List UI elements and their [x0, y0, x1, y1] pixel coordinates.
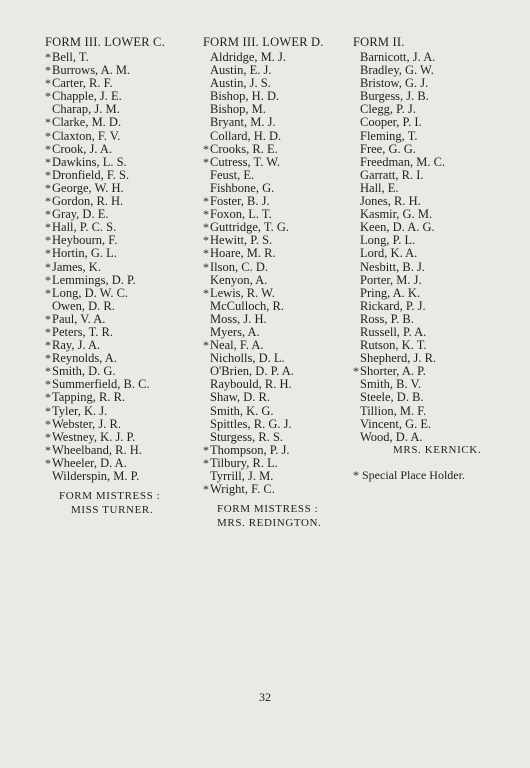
- list-item: [45, 116, 203, 129]
- special-place-marker: *: [203, 482, 209, 497]
- pupil-name: Moss, J. H.: [210, 311, 267, 326]
- pupil-name: George, W. H.: [52, 180, 124, 195]
- pupil-name: Crooks, R. E.: [210, 141, 278, 156]
- special-place-marker: [353, 313, 360, 326]
- special-place-marker: *: [45, 141, 51, 156]
- special-place-marker: [353, 116, 360, 129]
- list-item: [45, 444, 203, 457]
- pupil-name: Pring, A. K.: [360, 285, 421, 300]
- pupil-name: Cooper, P. I.: [360, 115, 422, 130]
- special-place-marker: *: [45, 285, 51, 300]
- pupil-name: Long, P. L.: [360, 233, 416, 248]
- pupil-name: Raybould, R. H.: [210, 377, 292, 392]
- list-item: [203, 130, 355, 143]
- special-place-marker: [203, 274, 210, 287]
- page-number: 32: [259, 690, 271, 704]
- pupil-name: Jones, R. H.: [360, 194, 421, 209]
- pupil-name: Foxon, L. T.: [210, 207, 272, 222]
- list-item: [203, 418, 355, 431]
- list-item: [353, 418, 523, 431]
- pupil-name: Clarke, M. D.: [52, 115, 122, 130]
- list-item: [45, 300, 203, 313]
- pupil-name: Wright, F. C.: [210, 482, 275, 497]
- list-item: [45, 247, 203, 260]
- pupil-name: Collard, H. D.: [210, 128, 282, 143]
- list-item: [353, 261, 523, 274]
- pupil-name: Bristow, G. J.: [360, 76, 429, 91]
- column-heading: FORM III. LOWER C.: [45, 35, 165, 49]
- special-place-marker: [203, 116, 210, 129]
- pupil-name: Thompson, P. J.: [210, 442, 290, 457]
- special-place-marker: [353, 77, 360, 90]
- special-place-marker: *: [45, 272, 51, 287]
- column-form-ii: [353, 34, 523, 483]
- list-item: [203, 143, 355, 156]
- pupil-name: Crook, J. A.: [52, 141, 113, 156]
- pupil-name: Wood, D. A.: [360, 429, 423, 444]
- pupil-name: Ross, P. B.: [360, 311, 414, 326]
- special-place-marker: [203, 431, 210, 444]
- pupil-name: Bishop, M.: [210, 102, 266, 117]
- special-place-marker: [203, 352, 210, 365]
- pupil-name: Wheelband, R. H.: [52, 442, 142, 457]
- pupil-name: Spittles, R. G. J.: [210, 416, 292, 431]
- pupil-name: Summerfield, B. C.: [52, 377, 150, 392]
- special-place-marker: [45, 300, 52, 313]
- special-place-marker: [203, 378, 210, 391]
- pupil-name: Smith, B. V.: [360, 377, 422, 392]
- list-item: [353, 169, 523, 182]
- pupil-name: Aldridge, M. J.: [210, 50, 287, 64]
- pupil-name: Tapping, R. R.: [52, 390, 126, 405]
- special-place-marker: *: [45, 63, 51, 78]
- pupil-name: Nicholls, D. L.: [210, 351, 285, 366]
- special-place-marker: [353, 261, 360, 274]
- list-item: [353, 313, 523, 326]
- form-mistress-name: MISS TURNER.: [71, 503, 154, 516]
- special-place-marker: *: [203, 259, 209, 274]
- special-place-marker: *: [45, 115, 51, 130]
- pupil-name: Clegg, P. J.: [360, 102, 416, 117]
- pupil-name: Keen, D. A. G.: [360, 220, 435, 235]
- special-place-marker: *: [45, 351, 51, 366]
- list-item: [45, 156, 203, 169]
- pupil-name: Webster, J. R.: [52, 416, 121, 431]
- pupil-name: Paul, V. A.: [52, 311, 106, 326]
- column-form-iii-lower-d: [203, 34, 355, 530]
- list-item: [353, 130, 523, 143]
- pupil-name: Reynolds, A.: [52, 351, 117, 366]
- special-place-marker: [203, 77, 210, 90]
- special-place-marker: [353, 339, 360, 352]
- special-place-marker: *: [45, 233, 51, 248]
- pupil-name: Freedman, M. C.: [360, 154, 446, 169]
- pupil-name: Garratt, R. I.: [360, 167, 424, 182]
- special-place-marker: *: [45, 429, 51, 444]
- list-item: [203, 300, 355, 313]
- special-place-marker: [353, 234, 360, 247]
- list-item: [45, 130, 203, 143]
- list-item: [353, 391, 523, 404]
- special-place-marker: *: [203, 194, 209, 209]
- pupil-name: Bradley, G. W.: [360, 63, 434, 78]
- pupil-name: Rickard, P. J.: [360, 298, 426, 313]
- list-item: [353, 156, 523, 169]
- list-item: [203, 431, 355, 444]
- pupil-name: Bryant, M. J.: [210, 115, 276, 130]
- pupil-name: Fleming, T.: [360, 128, 418, 143]
- special-place-marker: *: [203, 246, 209, 261]
- pupil-name: Cutress, T. W.: [210, 154, 281, 169]
- pupil-name: McCulloch, R.: [210, 298, 284, 313]
- pupil-name: Steele, D. B.: [360, 390, 424, 405]
- pupil-name: Peters, T. R.: [52, 324, 113, 339]
- list-item: [203, 274, 355, 287]
- special-place-marker: *: [45, 416, 51, 431]
- name-list: [353, 51, 523, 444]
- special-place-marker: *: [203, 220, 209, 235]
- pupil-name: Westney, K. J. P.: [52, 429, 136, 444]
- list-item: [203, 287, 355, 300]
- pupil-name: Wheeler, D. A.: [52, 455, 127, 470]
- pupil-name: Hewitt, P. S.: [210, 233, 273, 248]
- pupil-name: Wilderspin, M. P.: [52, 469, 140, 483]
- pupil-name: Guttridge, T. G.: [210, 220, 290, 235]
- special-place-marker: [353, 51, 360, 64]
- column-form-iii-lower-c: [45, 34, 203, 517]
- special-place-marker: [353, 431, 360, 444]
- pupil-name: Hortin, G. L.: [52, 246, 117, 261]
- pupil-name: Shepherd, J. R.: [360, 351, 437, 366]
- special-place-marker: [353, 405, 360, 418]
- special-place-marker: *: [45, 207, 51, 222]
- list-item: [45, 391, 203, 404]
- pupil-name: Tilbury, R. L.: [210, 455, 278, 470]
- special-place-marker: *: [45, 338, 51, 353]
- special-place-marker: [353, 391, 360, 404]
- pupil-name: Lewis, R. W.: [210, 285, 275, 300]
- list-item: [45, 313, 203, 326]
- special-place-marker: [353, 195, 360, 208]
- special-place-marker: [353, 64, 360, 77]
- pupil-name: Burrows, A. M.: [52, 63, 131, 78]
- pupil-name: Sturgess, R. S.: [210, 429, 284, 444]
- special-place-marker: [203, 418, 210, 431]
- special-place-marker: [203, 300, 210, 313]
- column-heading: FORM II.: [353, 35, 405, 49]
- special-place-marker: [353, 221, 360, 234]
- pupil-name: Hoare, M. R.: [210, 246, 276, 261]
- special-place-marker: [203, 64, 210, 77]
- pupil-name: Vincent, G. E.: [360, 416, 432, 431]
- pupil-name: Hall, P. C. S.: [52, 220, 117, 235]
- pupil-name: Heybourn, F.: [52, 233, 118, 248]
- special-place-marker: [203, 391, 210, 404]
- list-item: [203, 116, 355, 129]
- list-item: [203, 483, 355, 496]
- form-mistress-name: MRS. REDINGTON.: [217, 516, 322, 529]
- list-item: [45, 418, 203, 431]
- list-item: [203, 156, 355, 169]
- list-item: [353, 247, 523, 260]
- pupil-name: Rutson, K. T.: [360, 338, 427, 353]
- list-item: [203, 444, 355, 457]
- name-list: [203, 51, 355, 496]
- special-place-marker: [353, 378, 360, 391]
- special-place-marker: [203, 365, 210, 378]
- list-item: [353, 431, 523, 444]
- list-item: [203, 391, 355, 404]
- special-place-marker: *: [45, 50, 51, 64]
- pupil-name: Tyler, K. J.: [52, 403, 108, 418]
- pupil-name: Gordon, R. H.: [52, 194, 124, 209]
- list-item: [45, 287, 203, 300]
- special-place-marker: *: [353, 364, 359, 379]
- list-item: [203, 169, 355, 182]
- special-place-marker: [353, 208, 360, 221]
- special-place-marker: [353, 287, 360, 300]
- special-place-marker: *: [45, 167, 51, 182]
- list-item: [45, 261, 203, 274]
- list-item: [45, 274, 203, 287]
- list-item: [45, 405, 203, 418]
- special-place-marker: *: [45, 76, 51, 91]
- pupil-name: Shaw, D. R.: [210, 390, 270, 405]
- pupil-name: Fishbone, G.: [210, 180, 275, 195]
- pupil-name: Free, G. G.: [360, 141, 416, 156]
- list-item: [203, 405, 355, 418]
- pupil-name: Smith, D. G.: [52, 364, 116, 379]
- pupil-name: Smith, K. G.: [210, 403, 274, 418]
- special-place-marker: [353, 247, 360, 260]
- list-item: [353, 116, 523, 129]
- special-place-marker: [353, 169, 360, 182]
- special-place-marker: *: [203, 338, 209, 353]
- pupil-name: Hall, E.: [360, 180, 399, 195]
- pupil-name: O'Brien, D. P. A.: [210, 364, 294, 379]
- pupil-name: Dronfield, F. S.: [52, 167, 130, 182]
- special-place-marker: [45, 470, 52, 483]
- special-place-marker: [203, 51, 210, 64]
- special-place-marker: [353, 156, 360, 169]
- pupil-name: Tillion, M. F.: [360, 403, 427, 418]
- pupil-name: Neal, F. A.: [210, 338, 264, 353]
- special-place-marker: *: [45, 390, 51, 405]
- special-place-marker: *: [45, 403, 51, 418]
- special-place-marker: [203, 130, 210, 143]
- special-place-marker: *: [45, 259, 51, 274]
- pupil-name: Nesbitt, B. J.: [360, 259, 425, 274]
- pupil-name: Barnicott, J. A.: [360, 50, 436, 64]
- list-item: [45, 143, 203, 156]
- special-place-marker: [203, 169, 210, 182]
- special-place-marker: *: [45, 89, 51, 104]
- list-item: [353, 300, 523, 313]
- pupil-name: Foster, B. J.: [210, 194, 270, 209]
- special-place-marker: [353, 90, 360, 103]
- name-list: [45, 51, 203, 483]
- form-mistress-label: FORM MISTRESS :: [59, 490, 161, 503]
- special-place-marker: *: [203, 285, 209, 300]
- special-place-marker: *: [45, 154, 51, 169]
- list-item: [353, 143, 523, 156]
- column-heading: FORM III. LOWER D.: [203, 35, 324, 49]
- special-place-marker: *: [45, 311, 51, 326]
- list-item: [203, 313, 355, 326]
- pupil-name: Burgess, J. B.: [360, 89, 429, 104]
- special-place-marker: [353, 274, 360, 287]
- special-place-marker: *: [45, 377, 51, 392]
- list-item: [353, 405, 523, 418]
- pupil-name: Bishop, H. D.: [210, 89, 280, 104]
- special-place-marker: [203, 90, 210, 103]
- special-place-marker: *: [45, 364, 51, 379]
- special-place-marker: [203, 405, 210, 418]
- pupil-name: Porter, M. J.: [360, 272, 422, 287]
- pupil-name: Long, D. W. C.: [52, 285, 129, 300]
- special-place-note: * Special Place Holder.: [353, 467, 465, 482]
- pupil-name: Myers, A.: [210, 324, 260, 339]
- list-item: [45, 431, 203, 444]
- pupil-name: Chapple, J. E.: [52, 89, 122, 104]
- special-place-marker: *: [45, 128, 51, 143]
- special-place-marker: [353, 143, 360, 156]
- pupil-name: Lemmings, D. P.: [52, 272, 136, 287]
- special-place-marker: [353, 300, 360, 313]
- pupil-name: Dawkins, L. S.: [52, 154, 127, 169]
- pupil-name: Claxton, F. V.: [52, 128, 121, 143]
- list-item: [203, 247, 355, 260]
- form-mistress-label: FORM MISTRESS :: [217, 503, 319, 516]
- special-place-marker: [203, 103, 210, 116]
- form-mistress-name: MRS. KERNICK.: [393, 443, 482, 456]
- pupil-name: Ray, J. A.: [52, 338, 101, 353]
- pupil-name: Kenyon, A.: [210, 272, 268, 287]
- pupil-name: Austin, E. J.: [210, 63, 272, 78]
- pupil-name: Shorter, A. P.: [360, 364, 426, 379]
- special-place-marker: *: [203, 455, 209, 470]
- pupil-name: Ilson, C. D.: [210, 259, 268, 274]
- pupil-name: Charap, J. M.: [52, 102, 120, 117]
- pupil-name: Feust, E.: [210, 167, 255, 182]
- special-place-marker: [203, 313, 210, 326]
- list-item: [203, 261, 355, 274]
- special-place-marker: [353, 182, 360, 195]
- pupil-name: Tyrrill, J. M.: [210, 469, 274, 483]
- special-place-marker: [353, 130, 360, 143]
- special-place-marker: [353, 326, 360, 339]
- list-item: [353, 287, 523, 300]
- special-place-marker: *: [45, 180, 51, 195]
- pupil-name: Russell, P. A.: [360, 324, 427, 339]
- list-item: [353, 274, 523, 287]
- pupil-name: Carter, R. F.: [52, 76, 113, 91]
- pupil-name: Kasmir, G. M.: [360, 207, 433, 222]
- special-place-marker: *: [45, 220, 51, 235]
- special-place-marker: *: [203, 141, 209, 156]
- special-place-marker: [353, 103, 360, 116]
- special-place-marker: *: [45, 455, 51, 470]
- special-place-marker: [353, 418, 360, 431]
- special-place-marker: *: [203, 442, 209, 457]
- special-place-marker: *: [45, 246, 51, 261]
- list-item: [45, 470, 203, 483]
- special-place-marker: *: [203, 154, 209, 169]
- special-place-marker: *: [45, 324, 51, 339]
- pupil-name: Bell, T.: [52, 50, 89, 64]
- special-place-marker: *: [45, 442, 51, 457]
- special-place-marker: *: [203, 233, 209, 248]
- pupil-name: James, K.: [52, 259, 101, 274]
- pupil-name: Lord, K. A.: [360, 246, 418, 261]
- special-place-marker: *: [45, 194, 51, 209]
- pupil-name: Austin, J. S.: [210, 76, 271, 91]
- pupil-name: Owen, D. R.: [52, 298, 115, 313]
- pupil-name: Gray, D. E.: [52, 207, 109, 222]
- list-item: [45, 169, 203, 182]
- special-place-marker: *: [203, 207, 209, 222]
